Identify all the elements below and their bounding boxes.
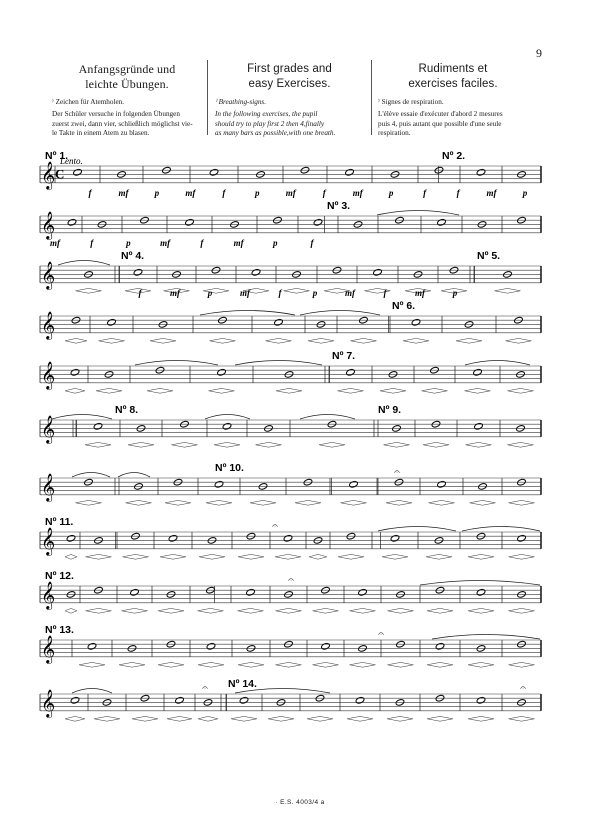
- hairpin-dynamic: [99, 338, 125, 343]
- hairpin-dynamic: [126, 500, 152, 505]
- french-instruction-line3: respiration.: [378, 128, 411, 137]
- slur: [135, 361, 218, 366]
- hairpin-dynamic: [238, 554, 264, 559]
- dynamic-marking: f: [222, 187, 226, 198]
- hairpin-dynamic: [266, 338, 292, 343]
- hairpin-dynamic: [96, 388, 122, 393]
- slur: [378, 527, 456, 532]
- hairpin-dynamic: [350, 608, 376, 613]
- hairpin-dynamic: [150, 338, 176, 343]
- exercise-label: Nº 13.: [45, 624, 74, 636]
- french-instruction-line1: L'élève essaie d'exécuter d'abord 2 mesures: [378, 110, 503, 119]
- whole-note: [411, 318, 421, 326]
- dynamic-marking: p: [388, 187, 394, 198]
- dynamic-marking: mf: [118, 187, 129, 198]
- hairpin-dynamic: [76, 500, 102, 505]
- hairpin-dynamic: [509, 500, 535, 505]
- dynamic-marking: mf: [240, 287, 250, 298]
- dynamic-marking: mf: [233, 237, 244, 248]
- hairpin-dynamic: [429, 500, 455, 505]
- plate-number: · E.S. 4003/4 a: [275, 799, 325, 806]
- german-title-line1: Anfangsgründe und: [78, 62, 176, 76]
- hairpin-dynamic: [313, 608, 339, 613]
- hairpin-dynamic: [423, 442, 449, 447]
- hairpin-dynamic: [307, 716, 333, 721]
- whole-note: [246, 588, 256, 596]
- hairpin-dynamic: [231, 716, 257, 721]
- hairpin-dynamic: [79, 662, 105, 667]
- whole-note: [283, 534, 293, 542]
- whole-note: [437, 218, 447, 226]
- hairpin-dynamic: [172, 442, 198, 447]
- hairpin-dynamic: [119, 662, 145, 667]
- whole-note: [87, 642, 97, 650]
- german-breath-sign-note: ⁾ Zeichen für Atemholen.: [52, 98, 125, 106]
- english-instruction-line2: should try to play first 2 then 4,finally: [215, 119, 325, 128]
- hairpin-dynamic: [276, 662, 302, 667]
- hairpin-dynamic: [123, 554, 149, 559]
- french-instruction-line2: puis 4, puis autant que possible d'une seule: [378, 119, 502, 128]
- hairpin-dynamic: [341, 500, 367, 505]
- hairpin-dynamic: [147, 388, 173, 393]
- hairpin-dynamic: [403, 338, 429, 343]
- slur: [72, 689, 112, 694]
- whole-note: [517, 534, 527, 542]
- whole-note: [73, 168, 83, 176]
- fermata-icon: 𝄐: [394, 467, 400, 478]
- slur: [465, 361, 530, 366]
- hairpin-dynamic: [509, 608, 535, 613]
- exercise-label: Nº 6.: [392, 300, 416, 312]
- hairpin-dynamic: [198, 608, 224, 613]
- hairpin-dynamic: [94, 716, 120, 721]
- treble-clef-icon: 𝄞: [41, 527, 56, 555]
- dynamic-marking: mf: [170, 287, 180, 298]
- whole-note: [437, 480, 447, 488]
- hairpin-dynamic: [276, 608, 302, 613]
- slur: [52, 415, 112, 420]
- dynamic-marking: mf: [285, 187, 296, 198]
- treble-clef-icon: 𝄞: [41, 581, 56, 609]
- dynamic-marking: p: [126, 237, 131, 248]
- dynamic-marking: p: [207, 287, 213, 298]
- hairpin-dynamic: [495, 288, 521, 293]
- treble-clef-icon: 𝄞: [41, 361, 56, 389]
- fermata-icon: 𝄐: [520, 683, 526, 694]
- tempo-marking: Lento.: [60, 156, 83, 166]
- hairpin-dynamic: [158, 662, 184, 667]
- english-instruction-line3: as many bars as possible,with one breath.: [215, 128, 336, 137]
- common-time-icon: C: [55, 166, 65, 182]
- hairpin-dynamic: [387, 716, 413, 721]
- whole-note: [474, 422, 484, 430]
- staff-2: [40, 211, 541, 240]
- hairpin-dynamic: [65, 554, 77, 559]
- whole-note: [175, 696, 185, 704]
- slur: [300, 415, 355, 420]
- fermata-icon: 𝄐: [378, 629, 384, 640]
- whole-note: [476, 168, 486, 176]
- dynamic-marking: f: [90, 237, 94, 248]
- dynamic-marking: mf: [352, 187, 363, 198]
- hairpin-dynamic: [165, 500, 191, 505]
- hairpin-dynamic: [509, 554, 535, 559]
- treble-clef-icon: 𝄞: [41, 161, 56, 189]
- whole-note: [70, 696, 80, 704]
- hairpin-dynamic: [206, 500, 232, 505]
- dynamic-marking: f: [138, 287, 142, 298]
- hairpin-dynamic: [468, 608, 494, 613]
- hairpin-dynamic: [65, 338, 87, 343]
- whole-note: [133, 268, 143, 276]
- dynamic-marking: f: [278, 287, 282, 298]
- whole-note: [239, 696, 249, 704]
- hairpin-dynamic: [160, 554, 186, 559]
- exercise-label: Nº 1.: [45, 150, 69, 162]
- hairpin-dynamic: [275, 554, 301, 559]
- hairpin-dynamic: [319, 442, 345, 447]
- dynamic-marking: f: [88, 187, 92, 198]
- exercise-label: Nº 8.: [115, 404, 139, 416]
- hairpin-dynamic: [347, 716, 373, 721]
- hairpin-dynamic: [65, 388, 85, 393]
- hairpin-dynamic: [508, 388, 534, 393]
- whole-note: [435, 642, 445, 650]
- whole-note: [321, 642, 331, 650]
- hairpin-dynamic: [158, 608, 184, 613]
- exercise-label: Nº 4.: [121, 250, 145, 262]
- dynamic-marking: mf: [345, 287, 355, 298]
- dynamic-marking: f: [423, 187, 427, 198]
- dynamic-marking: p: [154, 187, 160, 198]
- hairpin-dynamic: [65, 608, 77, 613]
- hairpin-dynamic: [167, 716, 192, 721]
- hairpin-dynamic: [468, 716, 494, 721]
- whole-note: [313, 218, 323, 226]
- dynamic-marking: p: [255, 187, 260, 198]
- hairpin-dynamic: [465, 388, 491, 393]
- treble-clef-icon: 𝄞: [41, 689, 56, 717]
- hairpin-dynamic: [382, 554, 408, 559]
- hairpin-dynamic: [351, 338, 377, 343]
- hairpin-dynamic: [238, 662, 264, 667]
- dynamic-marking: f: [383, 287, 387, 298]
- hairpin-dynamic: [65, 716, 85, 721]
- staff-3: [40, 261, 541, 293]
- exercise-label: Nº 2.: [442, 150, 466, 162]
- whole-note: [217, 368, 227, 376]
- exercise-label: Nº 3.: [327, 200, 351, 212]
- staff-1: [40, 161, 541, 190]
- dynamic-marking: f: [322, 187, 326, 198]
- whole-note: [476, 588, 486, 596]
- treble-clef-icon: 𝄞: [41, 635, 56, 663]
- whole-note: [358, 588, 368, 596]
- hairpin-dynamic: [76, 288, 102, 293]
- dynamic-marking: p: [522, 187, 528, 198]
- hairpin-dynamic: [338, 388, 364, 393]
- hairpin-dynamic: [214, 442, 240, 447]
- german-title-line2: leichte Übungen.: [85, 77, 169, 91]
- hairpin-dynamic: [268, 716, 294, 721]
- exercise-label: Nº 14.: [228, 678, 257, 690]
- whole-note: [93, 422, 103, 430]
- whole-note: [130, 588, 140, 596]
- hairpin-dynamic: [509, 662, 535, 667]
- whole-note: [355, 696, 365, 704]
- staff-5: [40, 361, 541, 393]
- whole-note: [390, 534, 400, 542]
- whole-note: [66, 534, 76, 542]
- staff-7: [40, 473, 541, 505]
- whole-note: [274, 318, 284, 326]
- hairpin-dynamic: [388, 608, 414, 613]
- whole-note: [67, 218, 77, 226]
- hairpin-dynamic: [427, 608, 453, 613]
- hairpin-dynamic: [198, 716, 218, 721]
- slur: [235, 361, 322, 366]
- hairpin-dynamic: [309, 554, 327, 559]
- english-title-line1: First grades and: [247, 63, 332, 75]
- hairpin-dynamic: [199, 554, 225, 559]
- fermata-icon: 𝄐: [288, 575, 294, 586]
- whole-note: [473, 368, 483, 376]
- dynamic-marking: f: [310, 237, 314, 248]
- slur: [200, 311, 295, 316]
- slur: [462, 527, 540, 532]
- exercise-label: Nº 7.: [332, 350, 356, 362]
- hairpin-dynamic: [122, 608, 148, 613]
- treble-clef-icon: 𝄞: [41, 473, 56, 501]
- hairpin-dynamic: [350, 662, 376, 667]
- exercise-label: Nº 5.: [477, 250, 501, 262]
- hairpin-dynamic: [466, 442, 492, 447]
- hairpin-dynamic: [132, 716, 158, 721]
- hairpin-dynamic: [426, 554, 452, 559]
- dynamic-marking: mf: [185, 187, 196, 198]
- exercise-label: Nº 12.: [45, 570, 74, 582]
- staff-11: [40, 689, 541, 721]
- whole-note: [209, 168, 219, 176]
- hairpin-dynamic: [509, 716, 535, 721]
- whole-note: [345, 168, 355, 176]
- hairpin-dynamic: [276, 388, 302, 393]
- hairpin-dynamic: [386, 500, 412, 505]
- whole-note: [349, 480, 359, 488]
- whole-note: [373, 268, 383, 276]
- staff-4: [40, 311, 541, 343]
- hairpin-dynamic: [295, 500, 321, 505]
- staff-10: [40, 635, 541, 667]
- slur: [205, 415, 250, 420]
- treble-clef-icon: 𝄞: [41, 311, 56, 339]
- dynamic-marking: f: [456, 187, 460, 198]
- whole-note: [107, 318, 117, 326]
- whole-note: [168, 534, 178, 542]
- dynamic-marking: f: [200, 237, 204, 248]
- exercise-label: Nº 11.: [45, 516, 74, 528]
- whole-note: [222, 422, 232, 430]
- english-breath-sign-note: ⁾ Breathing-signs.: [215, 98, 267, 106]
- english-instruction-line1: In the following exercises, the pupil: [215, 110, 318, 119]
- french-title-line1: Rudiments et: [418, 63, 488, 75]
- hairpin-dynamic: [508, 442, 534, 447]
- whole-note: [346, 368, 356, 376]
- dynamic-marking: p: [312, 287, 318, 298]
- hairpin-dynamic: [256, 442, 282, 447]
- hairpin-dynamic: [422, 388, 448, 393]
- french-title-line2: exercises faciles.: [408, 78, 498, 90]
- hairpin-dynamic: [468, 662, 494, 667]
- treble-clef-icon: 𝄞: [41, 211, 56, 239]
- dynamic-marking: p: [452, 287, 458, 298]
- slur: [118, 473, 150, 478]
- hairpin-dynamic: [506, 338, 532, 343]
- fermata-icon: 𝄐: [202, 683, 208, 694]
- hairpin-dynamic: [308, 338, 334, 343]
- hairpin-dynamic: [468, 554, 494, 559]
- staff-6: [40, 415, 541, 447]
- whole-note: [185, 218, 195, 226]
- dynamic-marking: mf: [50, 237, 60, 248]
- hairpin-dynamic: [384, 442, 410, 447]
- hairpin-dynamic: [284, 288, 310, 293]
- hairpin-dynamic: [427, 662, 453, 667]
- slur: [72, 473, 110, 478]
- dynamic-marking: mf: [160, 237, 171, 248]
- dynamic-marking: p: [273, 237, 278, 248]
- hairpin-dynamic: [85, 442, 111, 447]
- fermata-icon: 𝄐: [272, 521, 278, 532]
- slur: [300, 311, 380, 316]
- hairpin-dynamic: [365, 288, 391, 293]
- treble-clef-icon: 𝄞: [41, 415, 56, 443]
- hairpin-dynamic: [209, 388, 235, 393]
- whole-note: [70, 368, 80, 376]
- german-instruction-line3: le Takte in einem Atem zu blasen.: [52, 128, 150, 137]
- slur: [58, 261, 110, 266]
- slur: [432, 635, 540, 640]
- whole-note: [476, 696, 486, 704]
- hairpin-dynamic: [313, 662, 339, 667]
- whole-note: [251, 268, 261, 276]
- hairpin-dynamic: [250, 500, 276, 505]
- hairpin-dynamic: [456, 338, 482, 343]
- dynamic-marking: mf: [415, 287, 425, 298]
- english-title-line2: easy Exercises.: [248, 78, 331, 90]
- exercise-label: Nº 9.: [378, 404, 402, 416]
- hairpin-dynamic: [86, 554, 112, 559]
- exercise-label: Nº 10.: [215, 462, 244, 474]
- german-instruction-line1: Der Schüler versuche in folgenden Übungen: [52, 110, 180, 119]
- hairpin-dynamic: [210, 338, 236, 343]
- hairpin-dynamic: [198, 662, 224, 667]
- hairpin-dynamic: [128, 442, 154, 447]
- dynamic-marking: mf: [486, 187, 497, 198]
- slur: [420, 581, 540, 586]
- hairpin-dynamic: [470, 500, 496, 505]
- slur: [377, 211, 459, 216]
- hairpin-dynamic: [380, 388, 406, 393]
- hairpin-dynamic: [388, 662, 414, 667]
- hairpin-dynamic: [427, 716, 453, 721]
- german-instruction-line2: zuerst zwei, dann vier, schließlich möglichst vie-: [52, 119, 193, 128]
- hairpin-dynamic: [338, 554, 364, 559]
- whole-note: [206, 642, 216, 650]
- hairpin-dynamic: [86, 608, 112, 613]
- hairpin-dynamic: [238, 608, 264, 613]
- page-number: 9: [536, 46, 542, 60]
- french-breath-sign-note: ⁾ Signes de respiration.: [378, 98, 444, 106]
- whole-note: [214, 480, 224, 488]
- treble-clef-icon: 𝄞: [41, 261, 56, 289]
